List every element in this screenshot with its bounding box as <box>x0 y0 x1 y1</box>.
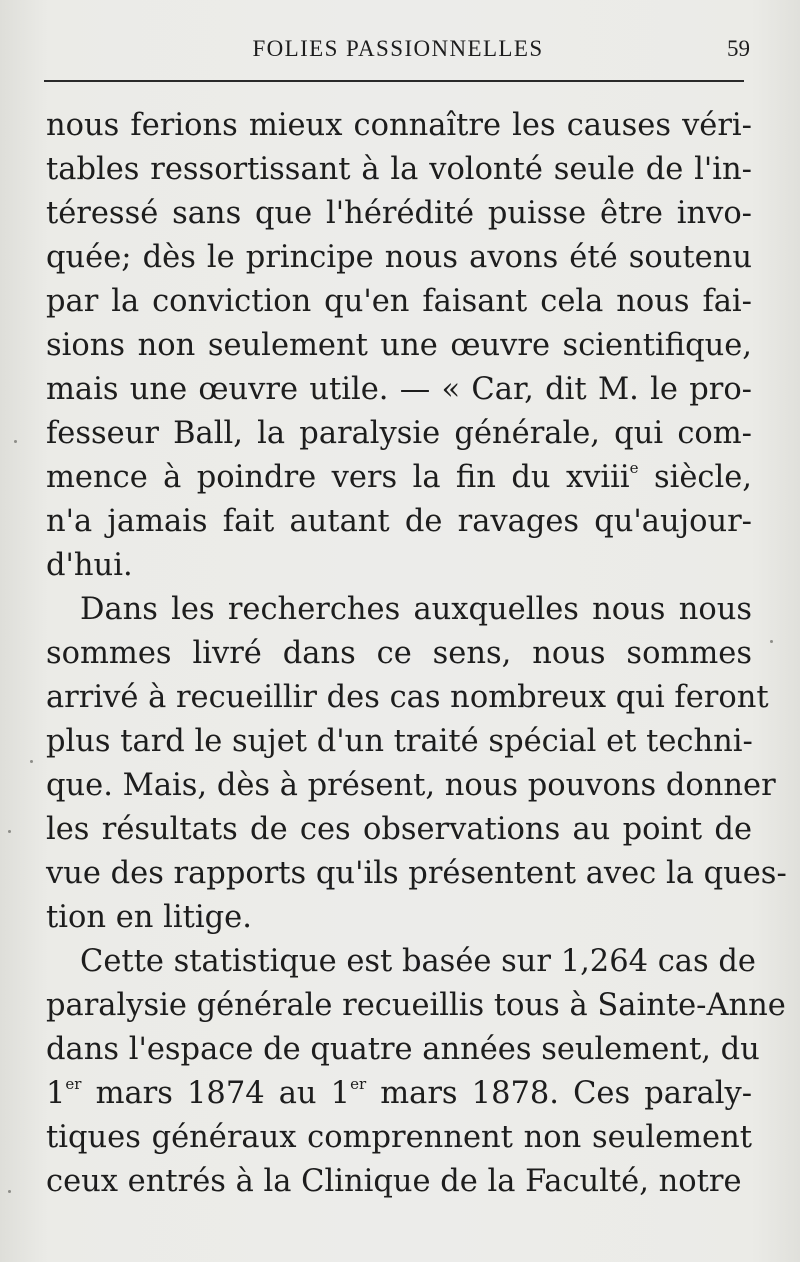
header-rule <box>44 80 744 82</box>
text-line: paralysie générale recueillis tous à Sainte-Anne <box>46 988 786 1023</box>
text-line: plus tard le sujet d'un traité spécial et techni- <box>46 724 753 759</box>
text-line: n'a jamais fait autant de ravages qu'aujour- <box>46 504 752 539</box>
superscript: er <box>65 1075 82 1093</box>
text-segment: mence à poindre vers la fin du xviii <box>46 460 630 495</box>
page-header <box>44 36 752 66</box>
paper-speck <box>770 640 773 643</box>
text-segment: siècle, <box>638 460 752 495</box>
superscript: er <box>350 1075 367 1093</box>
text-line-with-superscript <box>46 456 752 500</box>
page-number: 59 <box>727 36 750 61</box>
text-line: Cette statistique est basée sur 1,264 cas de <box>80 944 756 979</box>
paper-speck <box>14 440 17 443</box>
running-title: FOLIES PASSIONNELLES <box>252 36 544 61</box>
text-line: vue des rapports qu'ils présentent avec la ques- <box>46 856 787 891</box>
text-line: dans l'espace de quatre années seulement, du <box>46 1032 760 1067</box>
text-line-with-superscript <box>46 1072 752 1116</box>
text-segment: 1 <box>46 1076 66 1111</box>
paper-speck <box>30 760 33 763</box>
text-line: par la conviction qu'en faisant cela nous fai- <box>46 284 752 319</box>
text-line: téressé sans que l'hérédité puisse être invo- <box>46 196 752 231</box>
text-line: tion en litige. <box>46 900 252 935</box>
text-line: arrivé à recueillir des cas nombreux qui feront <box>46 680 769 715</box>
text-line: fesseur Ball, la paralysie générale, qui com- <box>46 416 752 451</box>
text-line: nous ferions mieux connaître les causes véri- <box>46 108 752 143</box>
text-line: tiques généraux comprennent non seulement <box>46 1120 752 1155</box>
text-segment: mars 1878. Ces paraly- <box>366 1076 752 1111</box>
text-line: quée; dès le principe nous avons été soutenu <box>46 240 752 275</box>
text-segment: mars 1874 au 1 <box>81 1076 351 1111</box>
text-line: tables ressortissant à la volonté seule de l'in- <box>46 152 752 187</box>
text-line: mais une œuvre utile. — « Car, dit M. le pro- <box>46 372 752 407</box>
text-line: que. Mais, dès à présent, nous pouvons donner <box>46 768 776 803</box>
text-line: les résultats de ces observations au point de <box>46 812 752 847</box>
text-line: sions non seulement une œuvre scientifique, <box>46 328 752 363</box>
text-line: Dans les recherches auxquelles nous nous <box>80 592 752 627</box>
superscript: e <box>629 459 639 477</box>
text-line: ceux entrés à la Clinique de la Faculté, notre <box>46 1164 742 1199</box>
body-text <box>46 104 787 1204</box>
text-line: d'hui. <box>46 548 133 583</box>
paper-speck <box>8 1190 11 1193</box>
text-line: sommes livré dans ce sens, nous sommes <box>46 636 752 671</box>
paper-speck <box>8 830 11 833</box>
